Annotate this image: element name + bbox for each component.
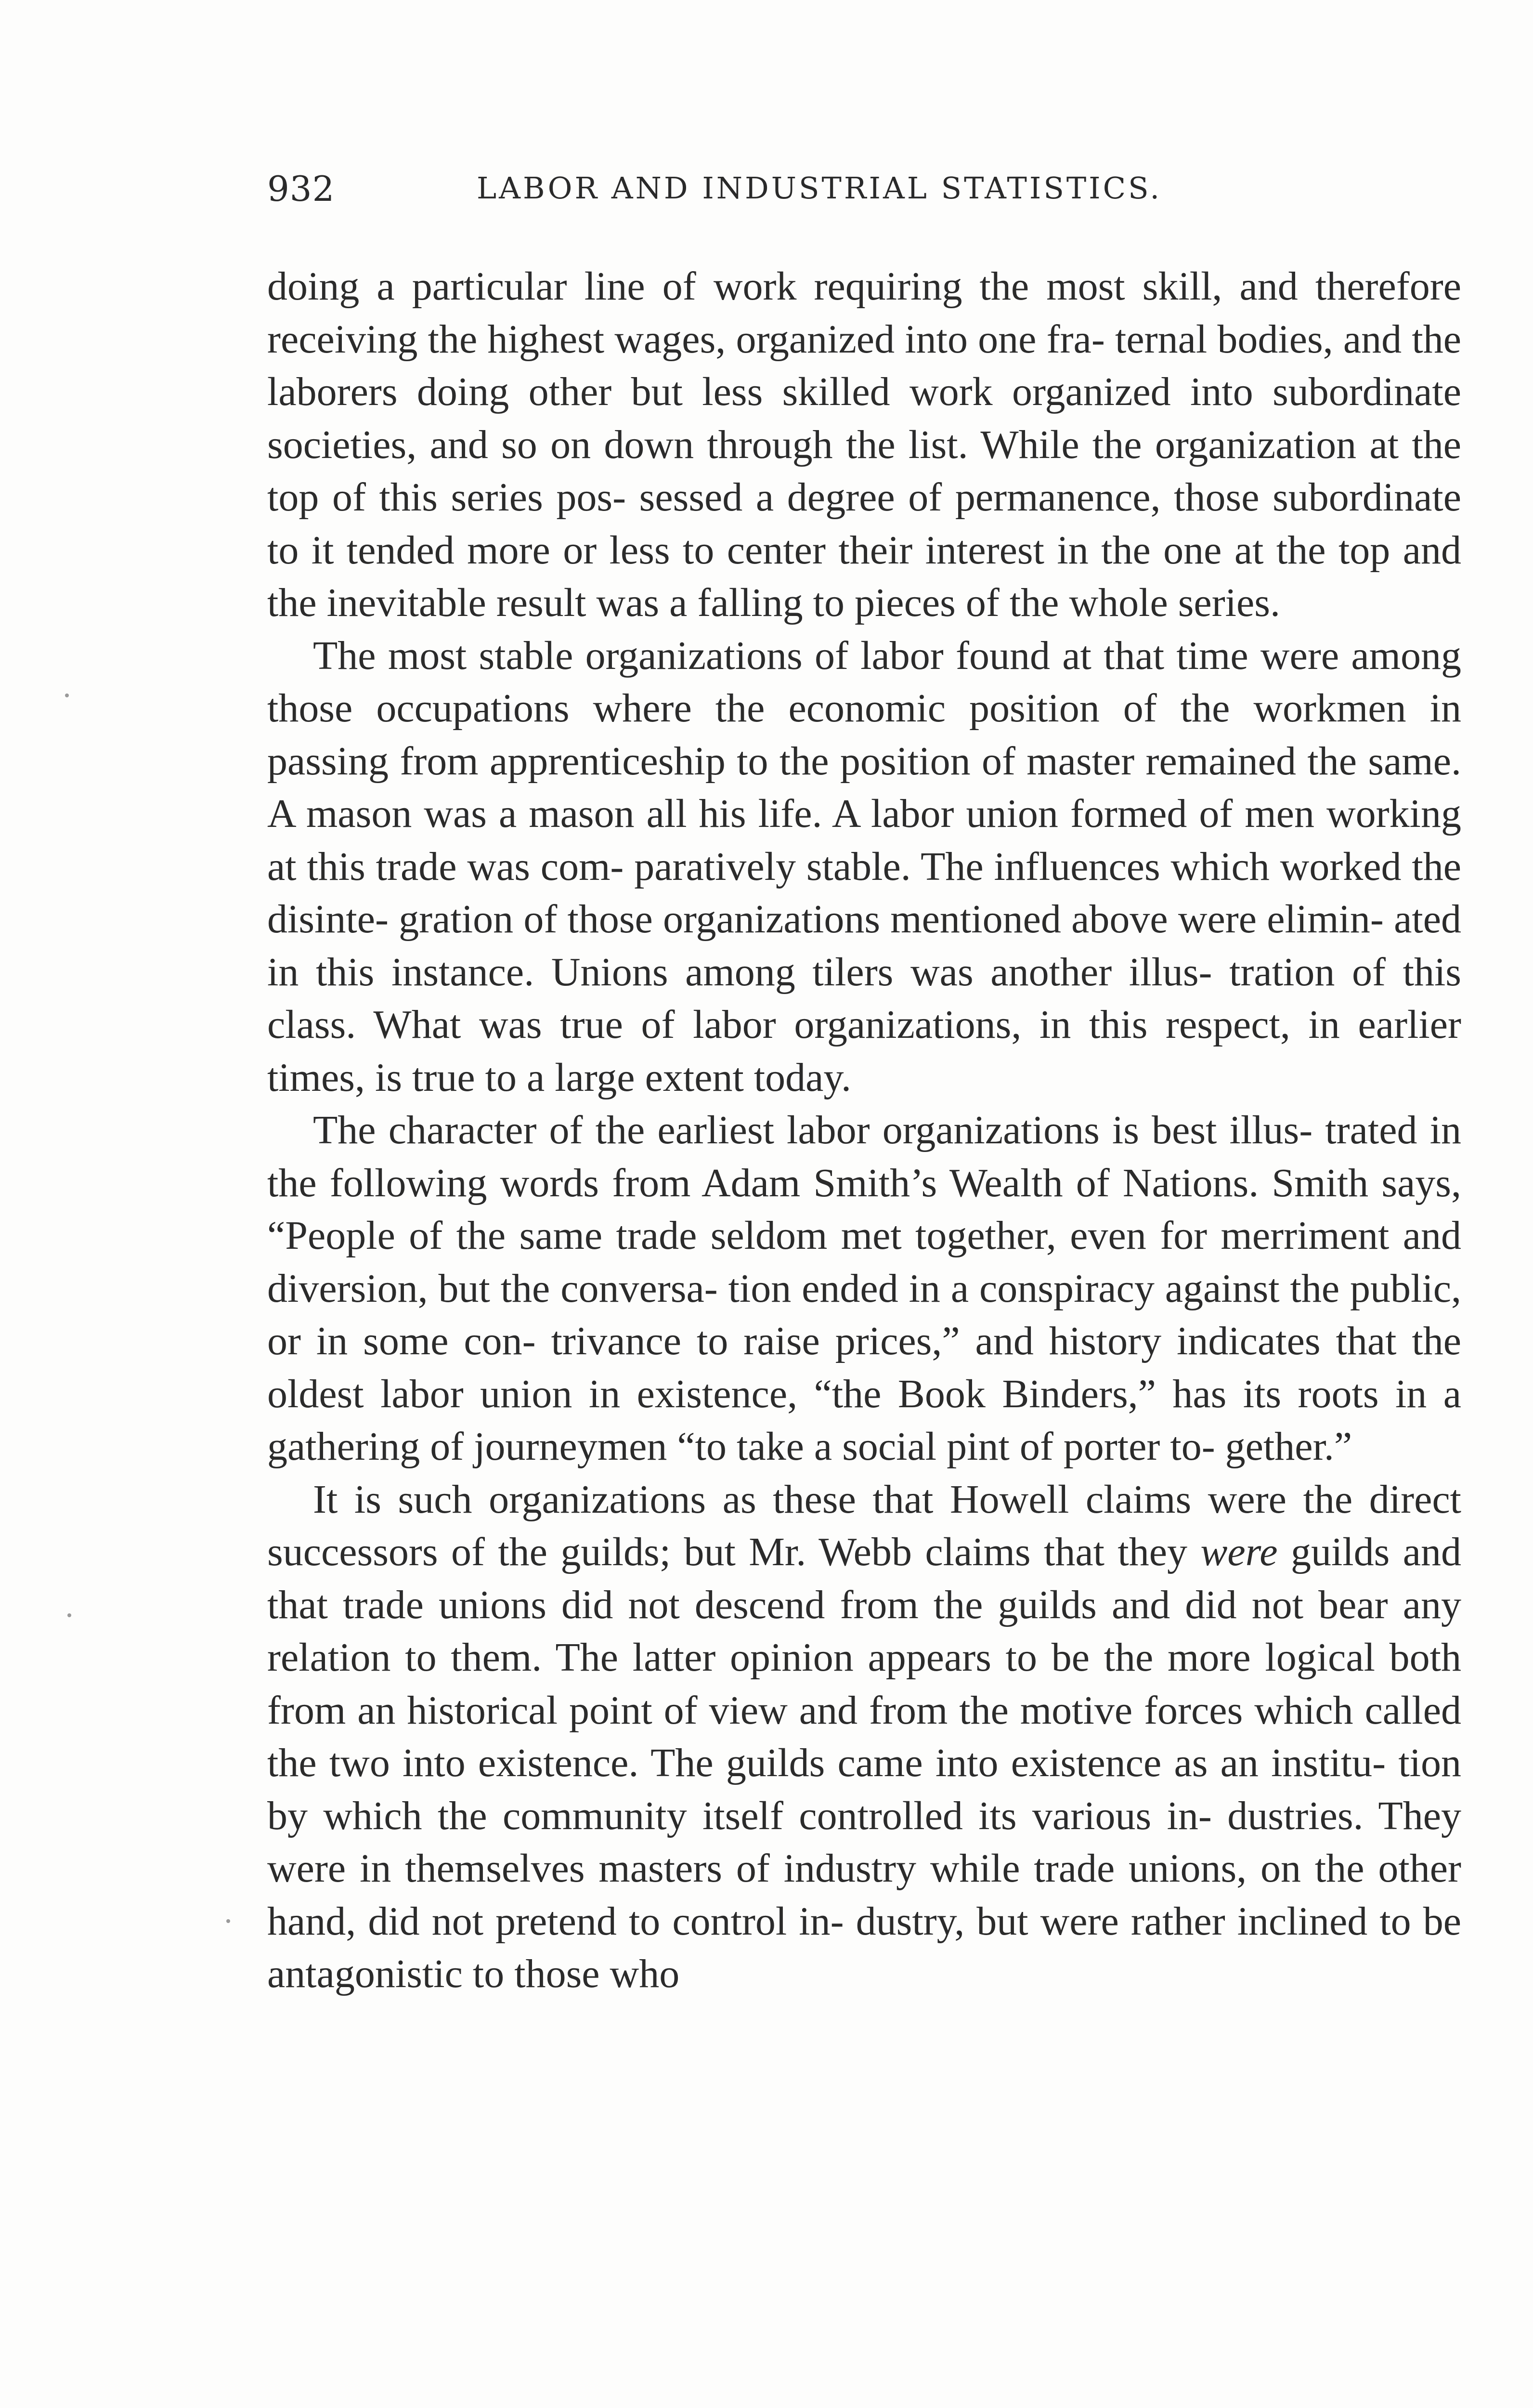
paragraph-stable-organizations: The most stable organizations of labor found at that time were among those occupations where the economic position of the workmen in passing from apprenticeship to the position of master remained the same. A mason was a mason all his life. A labor union formed of men working at this trade was com- paratively stable. The influences which worked the disinte- gration of those organizations mentioned above were elimin- ated in this instance. Unions among tilers was another illus- tration of this class. What was true of labor organizations, in this respect, in earlier times, is true to a large extent today. <box>267 633 1461 1100</box>
paper-speck <box>65 694 69 697</box>
paragraph-continuation: doing a particular line of work requiring the most skill, and therefore receiving the highest wages, organized into one fra- ternal bodies, and the laborers doing other but less skilled work organized into subordinate societies, and so on down through the list. While the organization at the top of this series pos- sessed a degree of permanence, those subordinate to it tended more or less to center their interest in the one at the top and the inevitable result was a falling to pieces of the whole series. <box>267 264 1461 625</box>
paragraph-guilds-text-after: guilds and that trade unions did not descend from the guilds and did not bear any relation to them. The latter opinion appears to be the more logical both from an historical point of view and from the motive forces which called the two into existence. The guilds came into existence as an institu- tion by which the community itself controlled its various in- dustries. They were in themselves masters of industry while trade unions, on the other hand, did not pretend to control in- dustry, but were rather inclined to be antagonistic to those who <box>267 1530 1461 1996</box>
paper-speck <box>226 1919 230 1923</box>
paragraph-earliest-organizations: The character of the earliest labor organizations is best illus- trated in the following words from Adam Smith’s Wealth of Nations. Smith says, “People of the same trade seldom met together, even for merriment and diversion, but the conversa- tion ended in a conspiracy against the public, or in some con- trivance to raise prices,” and history indicates that the oldest labor union in existence, “the Book Binders,” has its roots in a gathering of journeymen “to take a social pint of porter to- gether.” <box>267 1108 1461 1469</box>
paragraph-guilds <box>267 1473 1461 2001</box>
paragraph-guilds-text-before: It is such organizations as these that Howell claims were the direct successors of the guilds; but Mr. Webb claims that they <box>267 1477 1461 1574</box>
running-head: LABOR AND INDUSTRIAL STATISTICS. <box>477 170 1162 206</box>
page-header <box>267 169 1230 217</box>
body-text <box>267 260 1461 2001</box>
paper-speck <box>67 1613 71 1617</box>
page-number: 932 <box>267 169 335 209</box>
emphasized-word: were <box>1200 1530 1278 1574</box>
